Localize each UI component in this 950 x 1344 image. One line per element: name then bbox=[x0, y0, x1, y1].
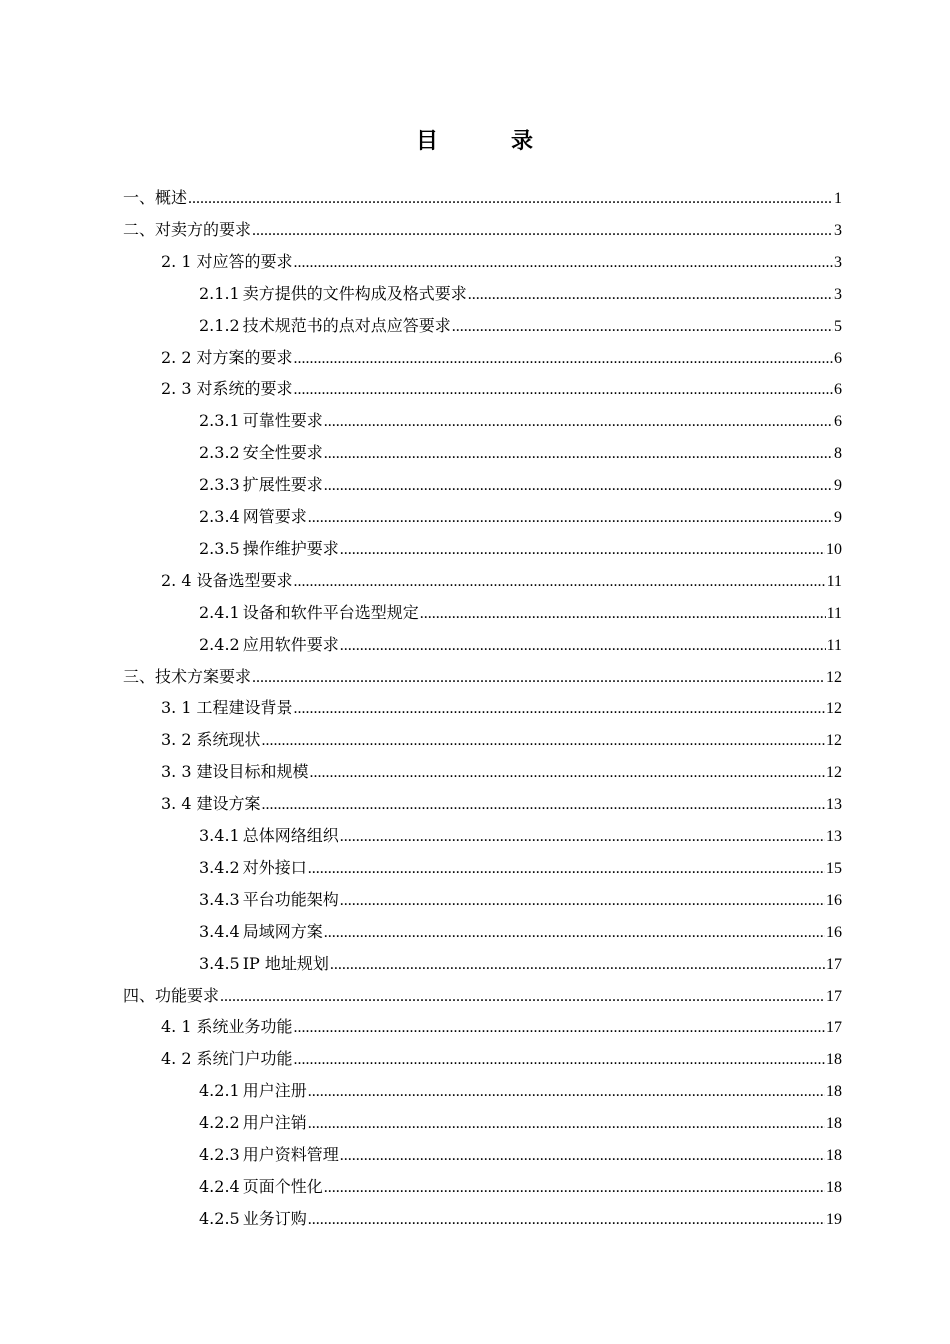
toc-entry-label: 建设目标和规模 bbox=[196, 762, 309, 782]
toc-entry-label: 对系统的要求 bbox=[196, 379, 293, 399]
dot-leader bbox=[310, 761, 825, 785]
dot-leader bbox=[340, 1144, 825, 1168]
toc-entry-page-number: 10 bbox=[826, 540, 842, 558]
toc-entry-number: 3. 4 bbox=[161, 794, 192, 814]
toc-entry-label: 对方案的要求 bbox=[196, 347, 293, 367]
toc-entry-number: 2.3.2 bbox=[199, 443, 240, 463]
toc-entry-number: 2. 1 bbox=[161, 251, 192, 271]
toc-entry[interactable] bbox=[199, 1207, 842, 1231]
toc-entry-label: 网管要求 bbox=[242, 507, 307, 526]
toc-entry-page-number: 1 bbox=[834, 190, 842, 207]
toc-entry-label: 卖方提供的文件构成及格式要求 bbox=[242, 283, 467, 303]
dot-leader bbox=[324, 442, 833, 466]
dot-leader bbox=[340, 634, 826, 658]
toc-entry-page-number: 8 bbox=[834, 445, 842, 463]
toc-entry[interactable] bbox=[123, 186, 842, 210]
toc-entry[interactable] bbox=[199, 505, 842, 529]
toc-entry[interactable] bbox=[199, 314, 842, 338]
toc-entry-page-number: 11 bbox=[826, 604, 842, 622]
toc-entry-page-number: 11 bbox=[826, 636, 842, 654]
toc-entry-label: IP 地址规划 bbox=[242, 953, 329, 973]
dot-leader bbox=[188, 187, 833, 211]
toc-title bbox=[0, 124, 950, 158]
toc-entry-label: 对外接口 bbox=[242, 857, 307, 877]
dot-leader bbox=[308, 1112, 825, 1136]
dot-leader bbox=[294, 378, 833, 402]
toc-entry[interactable] bbox=[199, 441, 842, 465]
toc-entry-number: 3. 3 bbox=[161, 762, 192, 782]
toc-entry[interactable] bbox=[199, 952, 842, 976]
dot-leader bbox=[324, 921, 825, 945]
toc-entry-number: 3.4.4 bbox=[199, 921, 240, 941]
toc-entry-page-number: 18 bbox=[826, 1178, 842, 1196]
toc-entry-page-number: 12 bbox=[826, 700, 842, 718]
toc-entry[interactable] bbox=[199, 888, 842, 912]
toc-entry-page-number: 3 bbox=[834, 253, 842, 271]
toc-entry[interactable] bbox=[161, 377, 842, 401]
toc-entry-label: 建设方案 bbox=[196, 794, 261, 814]
dot-leader bbox=[340, 889, 825, 913]
toc-entry-page-number: 19 bbox=[826, 1210, 842, 1228]
toc-entry-page-number: 17 bbox=[826, 987, 842, 1005]
toc-entry-number: 4. 2 bbox=[161, 1049, 192, 1069]
dot-leader bbox=[294, 251, 833, 275]
toc-entry-number: 4.2.3 bbox=[199, 1145, 240, 1164]
toc-entry-number: 2.3.5 bbox=[199, 538, 240, 558]
toc-entry-label: 系统门户功能 bbox=[196, 1049, 293, 1069]
toc-entry[interactable] bbox=[199, 633, 842, 657]
toc-entry-label: 设备选型要求 bbox=[196, 570, 293, 590]
toc-entry-number: 4.2.1 bbox=[199, 1081, 240, 1101]
toc-entry-label: 工程建设背景 bbox=[196, 698, 293, 718]
dot-leader bbox=[294, 570, 826, 594]
toc-entry-number: 4. 1 bbox=[161, 1017, 192, 1037]
toc-entry[interactable] bbox=[161, 346, 842, 370]
toc-entry[interactable] bbox=[161, 250, 842, 274]
toc-entry-page-number: 6 bbox=[834, 381, 842, 399]
toc-entry-label: 可靠性要求 bbox=[242, 411, 323, 431]
toc-entry[interactable] bbox=[199, 920, 842, 944]
toc-entry[interactable] bbox=[199, 409, 842, 433]
toc-entry-label: 操作维护要求 bbox=[242, 538, 339, 558]
toc-entry-page-number: 16 bbox=[826, 891, 842, 909]
toc-entry-page-number: 15 bbox=[826, 859, 842, 877]
dot-leader bbox=[340, 538, 825, 562]
toc-entry-number: 2. 3 bbox=[161, 379, 192, 399]
toc-entry-number: 3. 1 bbox=[161, 698, 192, 718]
toc-entry[interactable] bbox=[199, 1079, 842, 1103]
toc-entry-number: 4.2.4 bbox=[199, 1176, 240, 1196]
toc-entry-label: 扩展性要求 bbox=[242, 475, 323, 495]
toc-entry-page-number: 13 bbox=[826, 828, 842, 845]
toc-entry-page-number: 9 bbox=[834, 477, 842, 495]
dot-leader bbox=[294, 1016, 825, 1040]
toc-entry-label: 设备和软件平台选型规定 bbox=[242, 602, 419, 622]
toc-entry-label: 安全性要求 bbox=[242, 443, 323, 463]
dot-leader bbox=[324, 1176, 825, 1200]
toc-entry-label: 用户资料管理 bbox=[242, 1145, 339, 1164]
toc-entry[interactable] bbox=[161, 760, 842, 784]
toc-entry-number: 四、 bbox=[123, 985, 156, 1005]
dot-leader bbox=[324, 410, 833, 434]
dot-leader bbox=[262, 793, 825, 817]
dot-leader bbox=[252, 666, 825, 690]
toc-entry-label: 总体网络组织 bbox=[242, 826, 339, 845]
dot-leader bbox=[420, 602, 826, 626]
toc-title-char-2: 录 bbox=[511, 129, 535, 154]
toc-entry-label: 对应答的要求 bbox=[196, 251, 293, 271]
toc-entry[interactable] bbox=[161, 1015, 842, 1039]
toc-entry-number: 3.4.5 bbox=[199, 953, 240, 973]
toc-entry-label: 用户注册 bbox=[242, 1081, 307, 1101]
dot-leader bbox=[452, 315, 833, 339]
dot-leader bbox=[324, 474, 833, 498]
dot-leader bbox=[262, 729, 825, 753]
toc-entry-page-number: 6 bbox=[834, 349, 842, 367]
toc-entry-number: 2.3.3 bbox=[199, 475, 240, 495]
toc-entry-number: 4.2.5 bbox=[199, 1208, 240, 1228]
toc-entry[interactable] bbox=[199, 856, 842, 880]
toc-entry-number: 2.4.1 bbox=[199, 602, 240, 622]
toc-entry[interactable] bbox=[199, 282, 842, 306]
toc-entry[interactable] bbox=[123, 665, 842, 689]
toc-entry-page-number: 17 bbox=[826, 955, 842, 973]
dot-leader bbox=[308, 1208, 825, 1232]
toc-entry-number: 2. 4 bbox=[161, 570, 192, 590]
toc-entry-page-number: 3 bbox=[834, 221, 842, 239]
toc-entry[interactable] bbox=[161, 1047, 842, 1071]
toc-entry-label: 业务订购 bbox=[242, 1208, 307, 1228]
toc-entry-number: 3.4.1 bbox=[199, 826, 240, 845]
toc-entry-number: 三、 bbox=[123, 666, 156, 686]
toc-entry-label: 用户注销 bbox=[242, 1113, 307, 1133]
toc-entry[interactable] bbox=[199, 601, 842, 625]
dot-leader bbox=[308, 1080, 825, 1104]
toc-entry-number: 2.3.4 bbox=[199, 507, 240, 526]
dot-leader bbox=[308, 506, 833, 530]
toc-entry-page-number: 9 bbox=[834, 509, 842, 526]
toc-entry-page-number: 12 bbox=[826, 732, 842, 750]
toc-entry-page-number: 12 bbox=[826, 668, 842, 686]
toc-entry-page-number: 18 bbox=[826, 1083, 842, 1101]
toc-entry[interactable] bbox=[199, 1143, 842, 1167]
toc-entry-page-number: 11 bbox=[826, 572, 842, 590]
toc-entry-label: 系统现状 bbox=[196, 730, 261, 750]
toc-title-char-1: 目 bbox=[415, 129, 439, 154]
toc-entry[interactable] bbox=[123, 984, 842, 1008]
toc-entry-number: 3.4.2 bbox=[199, 857, 240, 877]
toc-entry-label: 技术方案要求 bbox=[155, 666, 252, 686]
toc-entry-page-number: 18 bbox=[826, 1051, 842, 1069]
toc-entry-number: 一、 bbox=[123, 188, 156, 207]
dot-leader bbox=[252, 219, 833, 243]
toc-entry[interactable] bbox=[161, 569, 842, 593]
toc-entry-label: 应用软件要求 bbox=[242, 634, 339, 654]
toc-entry[interactable] bbox=[123, 218, 842, 242]
toc-entry-number: 2.3.1 bbox=[199, 411, 240, 431]
toc-entry-page-number: 17 bbox=[826, 1019, 842, 1037]
toc-entry-page-number: 18 bbox=[826, 1115, 842, 1133]
toc-entry-label: 局域网方案 bbox=[242, 921, 323, 941]
toc-entry-label: 平台功能架构 bbox=[242, 889, 339, 909]
toc-entry-label: 对卖方的要求 bbox=[155, 219, 252, 239]
toc-entry-number: 2.1.1 bbox=[199, 283, 240, 303]
toc-entry-number: 4.2.2 bbox=[199, 1113, 240, 1133]
dot-leader bbox=[330, 953, 825, 977]
toc-entry-number: 2. 2 bbox=[161, 347, 192, 367]
toc-entry[interactable] bbox=[199, 1175, 842, 1199]
toc-entry-number: 3. 2 bbox=[161, 730, 192, 750]
toc-entry-page-number: 12 bbox=[826, 764, 842, 782]
dot-leader bbox=[220, 985, 825, 1009]
toc-entry-label: 功能要求 bbox=[155, 985, 220, 1005]
toc-entry-number: 2.4.2 bbox=[199, 634, 240, 654]
toc-entry[interactable] bbox=[199, 1111, 842, 1135]
dot-leader bbox=[308, 857, 825, 881]
toc-entry-number: 2.1.2 bbox=[199, 315, 240, 335]
toc-entry-number: 3.4.3 bbox=[199, 889, 240, 909]
toc-entry[interactable] bbox=[199, 824, 842, 848]
dot-leader bbox=[294, 1048, 825, 1072]
toc-entry-number: 二、 bbox=[123, 219, 156, 239]
toc-entry-label: 技术规范书的点对点应答要求 bbox=[242, 315, 451, 335]
dot-leader bbox=[340, 825, 825, 849]
toc-entry-label: 页面个性化 bbox=[242, 1176, 323, 1196]
toc-entry[interactable] bbox=[161, 792, 842, 816]
dot-leader bbox=[468, 283, 833, 307]
toc-entry-page-number: 5 bbox=[834, 317, 842, 335]
toc-entry[interactable] bbox=[199, 473, 842, 497]
toc-entry-page-number: 6 bbox=[834, 413, 842, 431]
toc-entry-page-number: 3 bbox=[834, 285, 842, 303]
toc-entry-label: 系统业务功能 bbox=[196, 1017, 293, 1037]
toc-entry-page-number: 18 bbox=[826, 1147, 842, 1164]
dot-leader bbox=[294, 697, 825, 721]
toc-entry[interactable] bbox=[161, 696, 842, 720]
toc-entry-page-number: 16 bbox=[826, 923, 842, 941]
toc-entry[interactable] bbox=[161, 728, 842, 752]
toc-entry[interactable] bbox=[199, 537, 842, 561]
dot-leader bbox=[294, 347, 833, 371]
toc-entry-label: 概述 bbox=[155, 188, 188, 207]
toc-entry-page-number: 13 bbox=[826, 796, 842, 814]
